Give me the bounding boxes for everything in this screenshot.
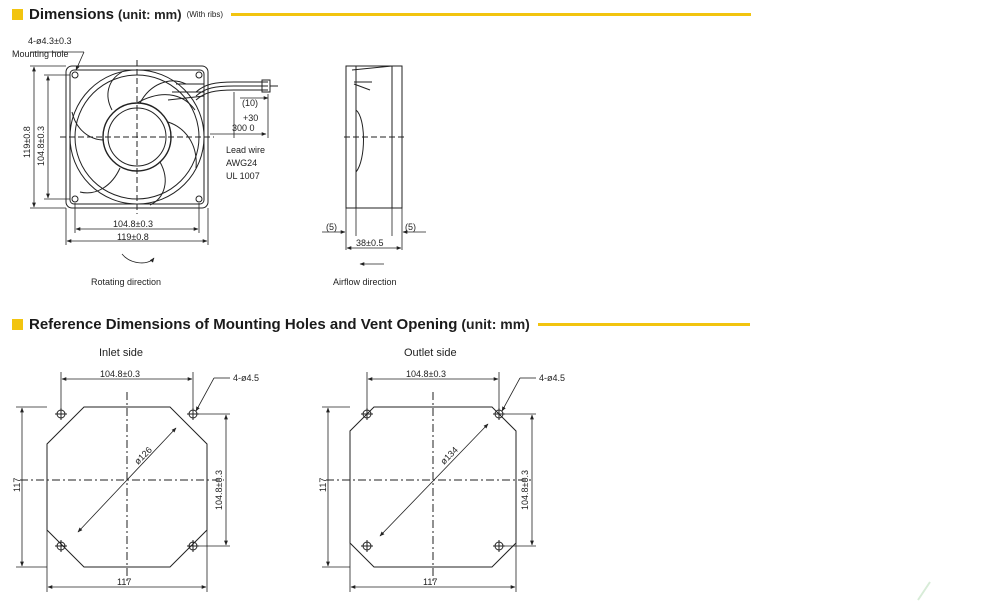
outlet-title: Outlet side: [404, 347, 457, 359]
mounting-hole-label: Mounting hole: [12, 49, 69, 59]
mounting-hole-dim: 4-ø4.3±0.3: [28, 36, 72, 46]
section-title: Dimensions: [29, 5, 115, 23]
lead-length: 300 0: [232, 123, 255, 133]
fan-front-view: [60, 60, 214, 214]
inlet-pitch-v-dim: 104.8±0.3: [214, 470, 224, 510]
lead-short: (10): [242, 98, 259, 108]
side-right-dim: (5): [405, 222, 416, 232]
outlet-pitch-dim: 104.8±0.3: [406, 369, 446, 379]
awg-label: AWG24: [226, 158, 258, 168]
inlet-diameter-dim: ø126: [132, 444, 154, 467]
outlet-width-dim: 117: [423, 577, 438, 587]
inlet-holes-dim: 4-ø4.5: [233, 373, 260, 383]
section-unit: (unit: mm): [461, 316, 530, 332]
rotating-direction-label: Rotating direction: [91, 277, 162, 287]
inlet-title: Inlet side: [99, 347, 144, 359]
lead-wire-label: Lead wire: [226, 145, 266, 155]
ul-label: UL 1007: [226, 171, 260, 181]
outlet-drawing: [326, 392, 534, 582]
inlet-drawing: [20, 392, 224, 582]
watermark-mark: [918, 582, 930, 600]
inlet-height-dim: 117: [12, 477, 22, 492]
outlet-pitch-v-dim: 104.8±0.3: [520, 470, 530, 510]
depth-dim: 38±0.5: [356, 238, 384, 248]
outlet-holes-dim: 4-ø4.5: [539, 373, 566, 383]
fan-side-view: [344, 66, 404, 208]
side-left-dim: (5): [326, 222, 337, 232]
outlet-diameter-dim: ø134: [438, 444, 460, 467]
lead-tol: +30: [243, 113, 259, 123]
height-outer-dim: 119±0.8: [22, 126, 32, 158]
width-inner-dim: 104.8±0.3: [113, 219, 153, 229]
section-title: Reference Dimensions of Mounting Holes and Vent Opening: [29, 315, 458, 333]
airflow-direction-label: Airflow direction: [333, 277, 397, 287]
section-unit: (unit: mm): [118, 6, 182, 22]
outlet-height-dim: 117: [318, 477, 328, 492]
section-note: (With ribs): [186, 9, 224, 19]
height-inner-dim: 104.8±0.3: [36, 126, 46, 166]
width-outer-dim: 119±0.8: [117, 232, 149, 242]
inlet-width-dim: 117: [117, 577, 132, 587]
inlet-pitch-dim: 104.8±0.3: [100, 369, 140, 379]
